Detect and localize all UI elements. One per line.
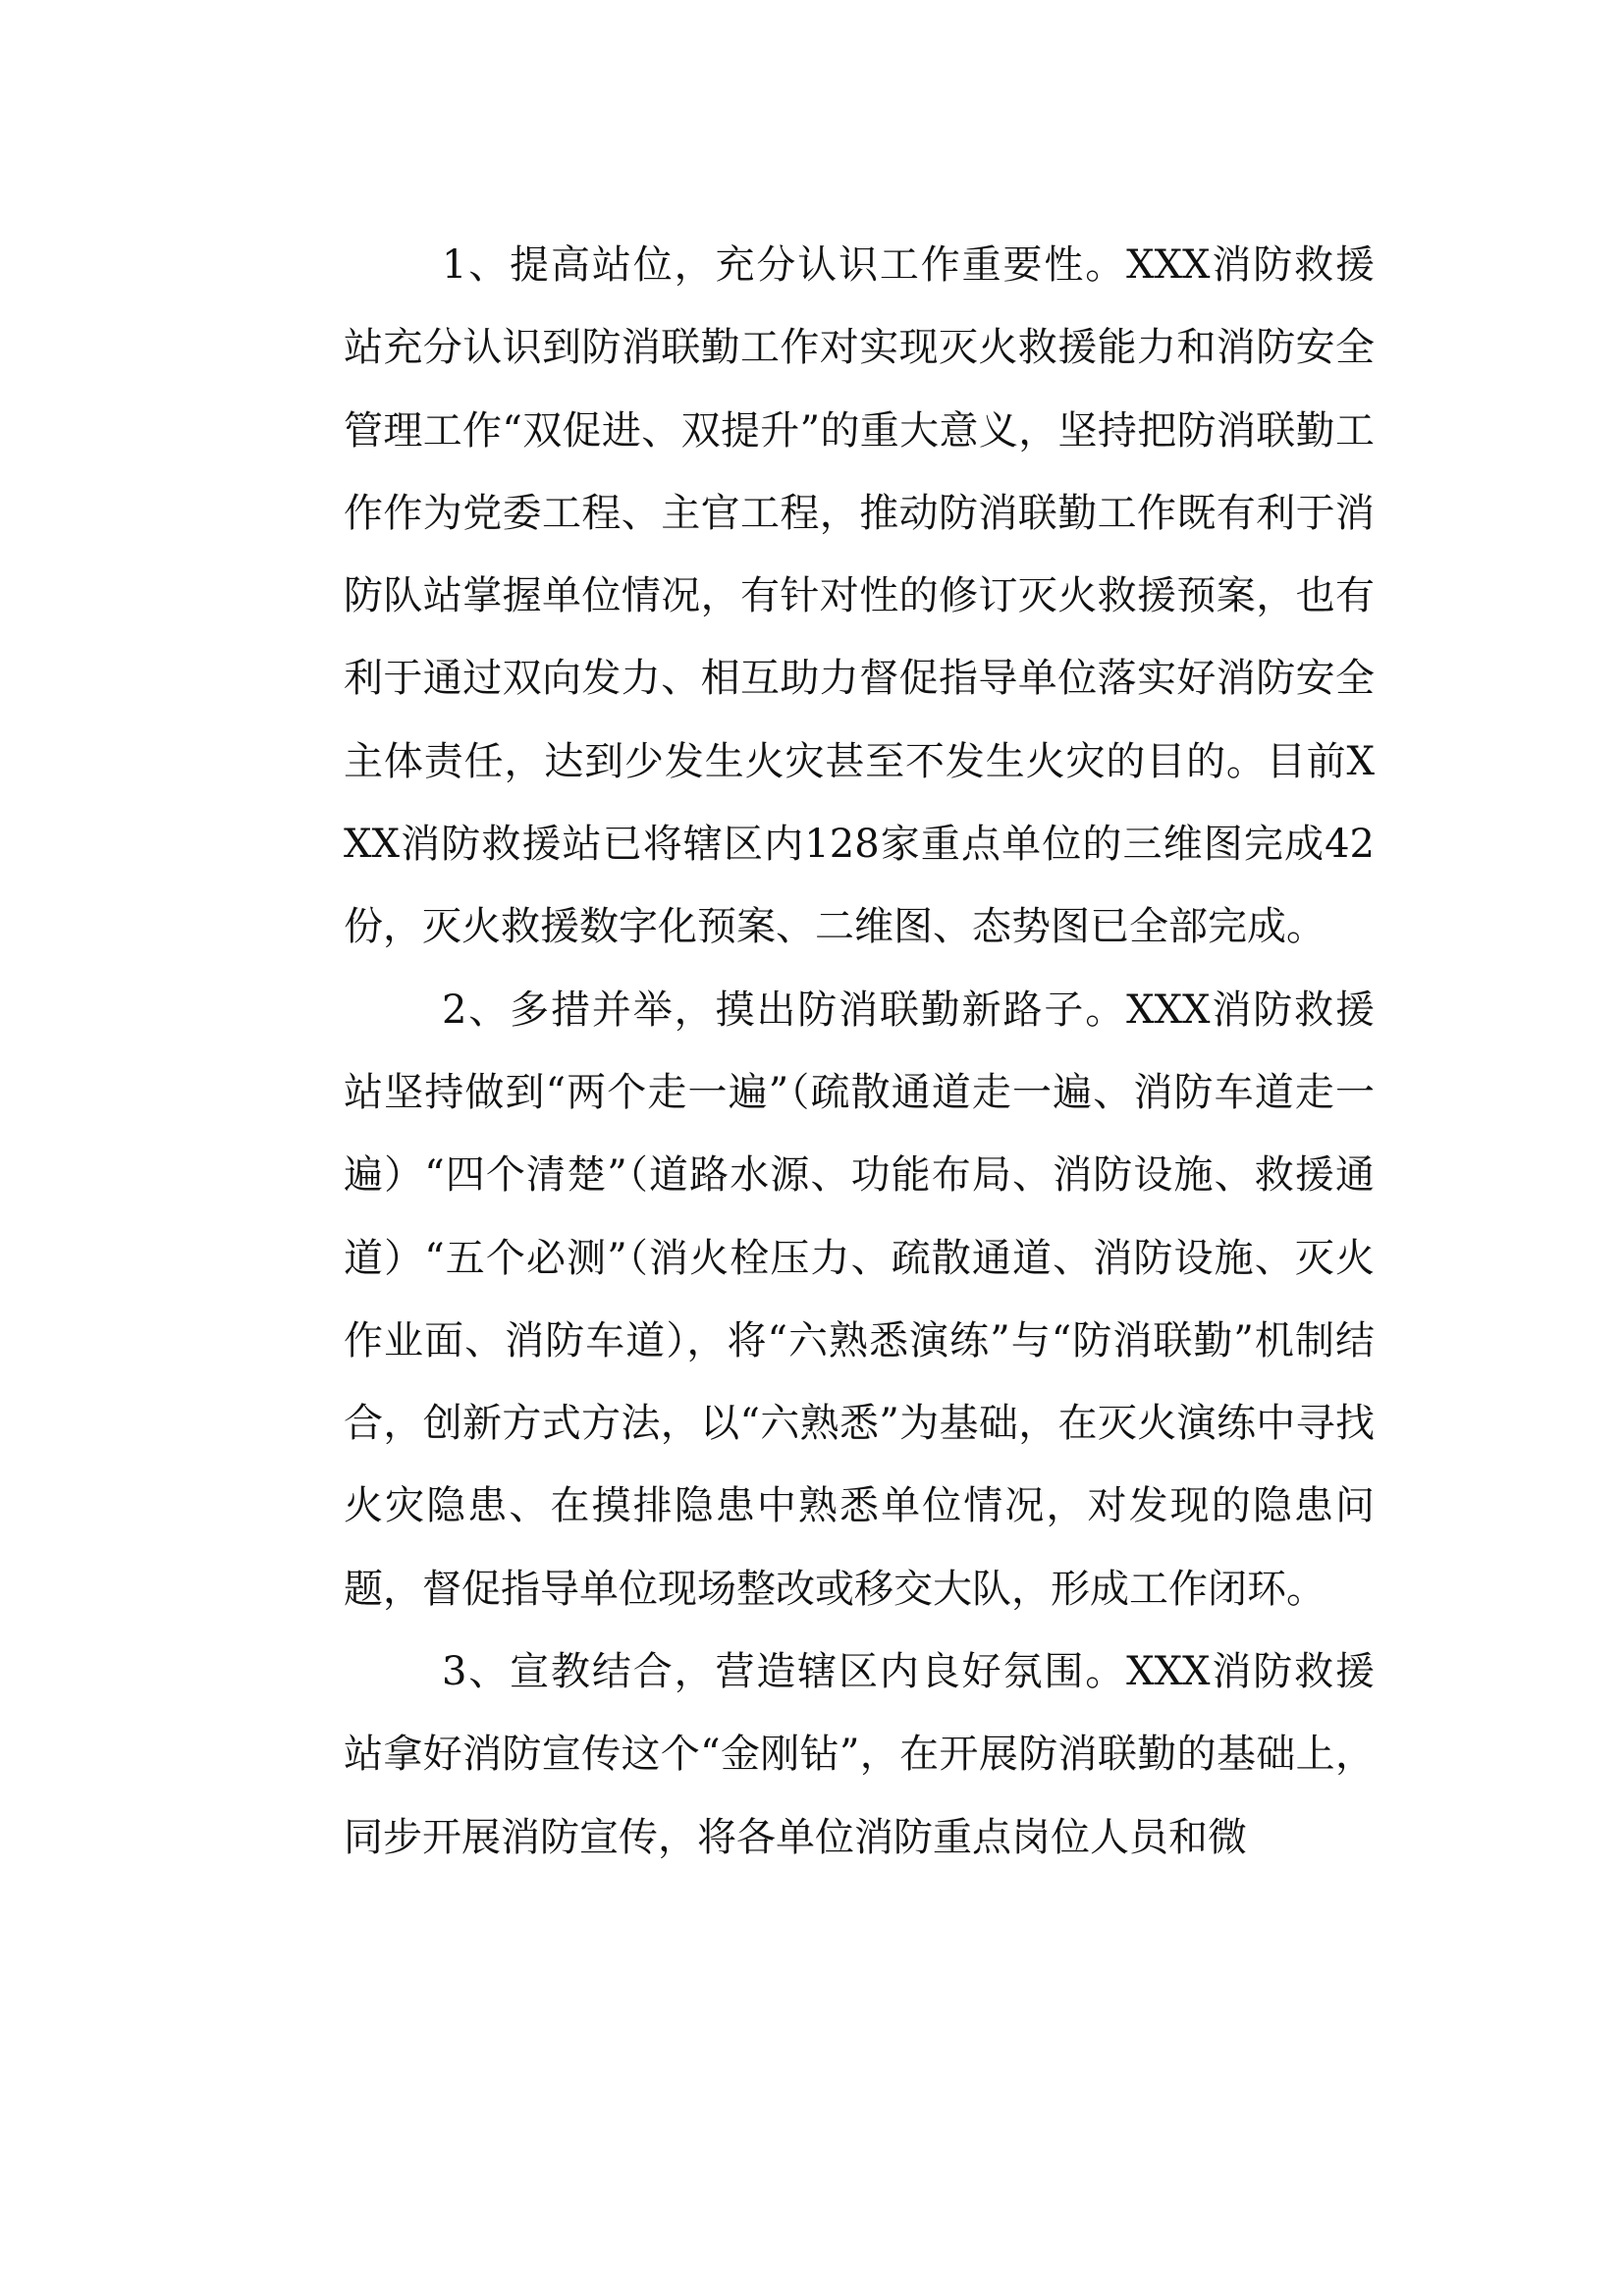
paragraph-1-improve-awareness: 1、提高站位，充分认识工作重要性。XXX消防救援站充分认识到防消联勤工作对实现灭火救援能力和消防安全管理工作“双促进、双提升”的重大意义，坚持把防消联勤工作作为党委工程、主官工程，推动防消联勤工作既有利于消防队站掌握单位情况，有针对性的修订灭火救援预案，也有利于通过双向发力、相互助力督促指导单位落实好消防安全主体责任，达到少发生火灾甚至不发生火灾的目的。目前XXX消防救援站已将辖区内128家重点单位的三维图完成42份，灭火救援数字化预案、二维图、态势图已全部完成。 — [344, 242, 1375, 950]
paragraph-3-publicity-education: 3、宣教结合，营造辖区内良好氛围。XXX消防救援站拿好消防宣传这个“金刚钻”，在开展防消联勤的基础上，同步开展消防宣传，将各单位消防重点岗位人员和微 — [344, 1649, 1375, 1860]
document-body — [344, 224, 1375, 1879]
paragraph-2-multiple-measures: 2、多措并举，摸出防消联勤新路子。XXX消防救援站坚持做到“两个走一遍”（疏散通道走一遍、消防车道走一遍）“四个清楚”（道路水源、功能布局、消防设施、救援通道）“五个必测”（消火栓压力、疏散通道、消防设施、灭火作业面、消防车道），将“六熟悉演练”与“防消联勤”机制结合，创新方式方法，以“六熟悉”为基础，在灭火演练中寻找火灾隐患、在摸排隐患中熟悉单位情况，对发现的隐患问题，督促指导单位现场整改或移交大队，形成工作闭环。 — [344, 987, 1375, 1612]
